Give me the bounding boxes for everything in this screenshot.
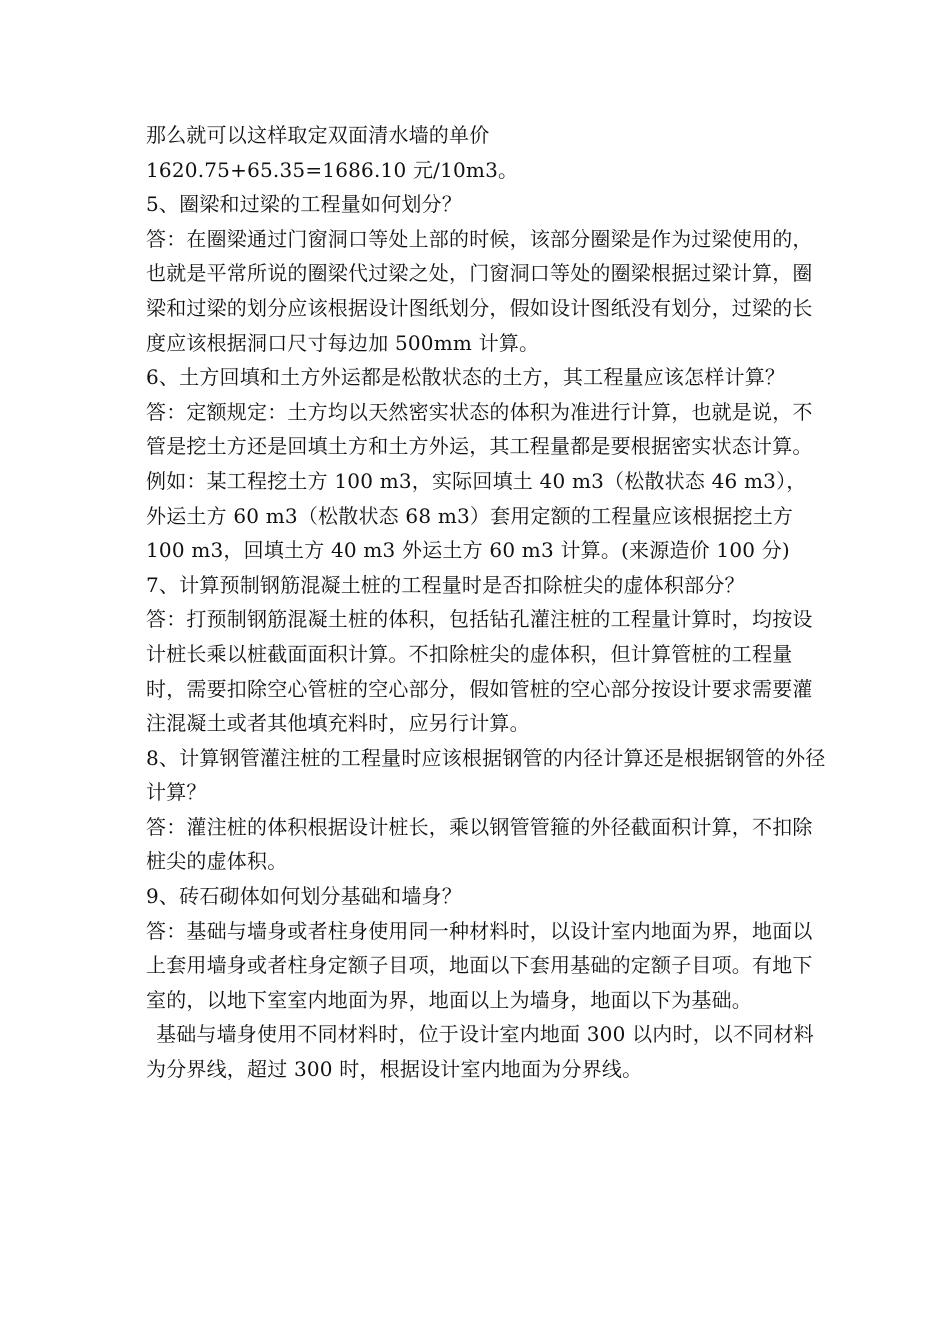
- answer-7: 答：打预制钢筋混凝土桩的体积，包括钻孔灌注桩的工程量计算时，均按设计桩长乘以桩截面面积计算。不扣除桩尖的虚体积，但计算管桩的工程量时，需要扣除空心管桩的空心部分，假如管桩的空心部分按设计要求需要灌注混凝土或者其他填充料时，应另行计算。: [146, 607, 813, 736]
- question-5: 5、圈梁和过梁的工程量如何划分？: [146, 192, 462, 217]
- question-6: 6、土方回填和土方外运都是松散状态的土方，其工程量应该怎样计算？: [146, 365, 786, 390]
- paragraph-unit-price-intro: 那么就可以这样取定双面清水墙的单价: [146, 123, 490, 147]
- question-9: 9、砖石砌体如何划分基础和墙身？: [146, 884, 462, 909]
- document-page: [146, 118, 826, 1087]
- answer-9-continued: 基础与墙身使用不同材料时，位于设计室内地面 300 以内时，以不同材料为分界线，超过 300 时，根据设计室内地面为分界线。: [146, 1022, 814, 1082]
- answer-5: 答：在圈梁通过门窗洞口等处上部的时候，该部分圈梁是作为过梁使用的，也就是平常所说的圈梁代过梁之处，门窗洞口等处的圈梁根据过梁计算，圈梁和过梁的划分应该根据设计图纸划分，假如设计图纸没有划分，过梁的长度应该根据洞口尺寸每边加 500mm 计算。: [146, 226, 813, 355]
- answer-6: 答：定额规定：土方均以天然密实状态的体积为准进行计算，也就是说，不管是挖土方还是回填土方和土方外运，其工程量都是要根据密实状态计算。例如：某工程挖土方 100 m3，实际回填土 40 m3（松散状态 46 m3），外运土方 60 m3（松散状态 68 m3）套用定额的工程量应该根据挖土方 100 m3，回填土方 40 m3 外运土方 60 m3 计算。(来源造价 100 分): [146, 399, 813, 563]
- paragraph-unit-price-formula: 1620.75+65.35=1686.10 元/10m3。: [146, 157, 519, 182]
- question-8: 8、计算钢管灌注桩的工程量时应该根据钢管的内径计算还是根据钢管的外径计算？: [146, 745, 826, 805]
- answer-8: 答：灌注桩的体积根据设计桩长，乘以钢管管箍的外径截面积计算，不扣除桩尖的虚体积。: [146, 814, 813, 874]
- question-7: 7、计算预制钢筋混凝土桩的工程量时是否扣除桩尖的虚体积部分？: [146, 572, 745, 597]
- answer-9: 答：基础与墙身或者柱身使用同一种材料时，以设计室内地面为界，地面以上套用墙身或者柱身定额子目项，地面以下套用基础的定额子目项。有地下室的，以地下室室内地面为界，地面以上为墙身，地面以下为基础。: [146, 918, 813, 1012]
